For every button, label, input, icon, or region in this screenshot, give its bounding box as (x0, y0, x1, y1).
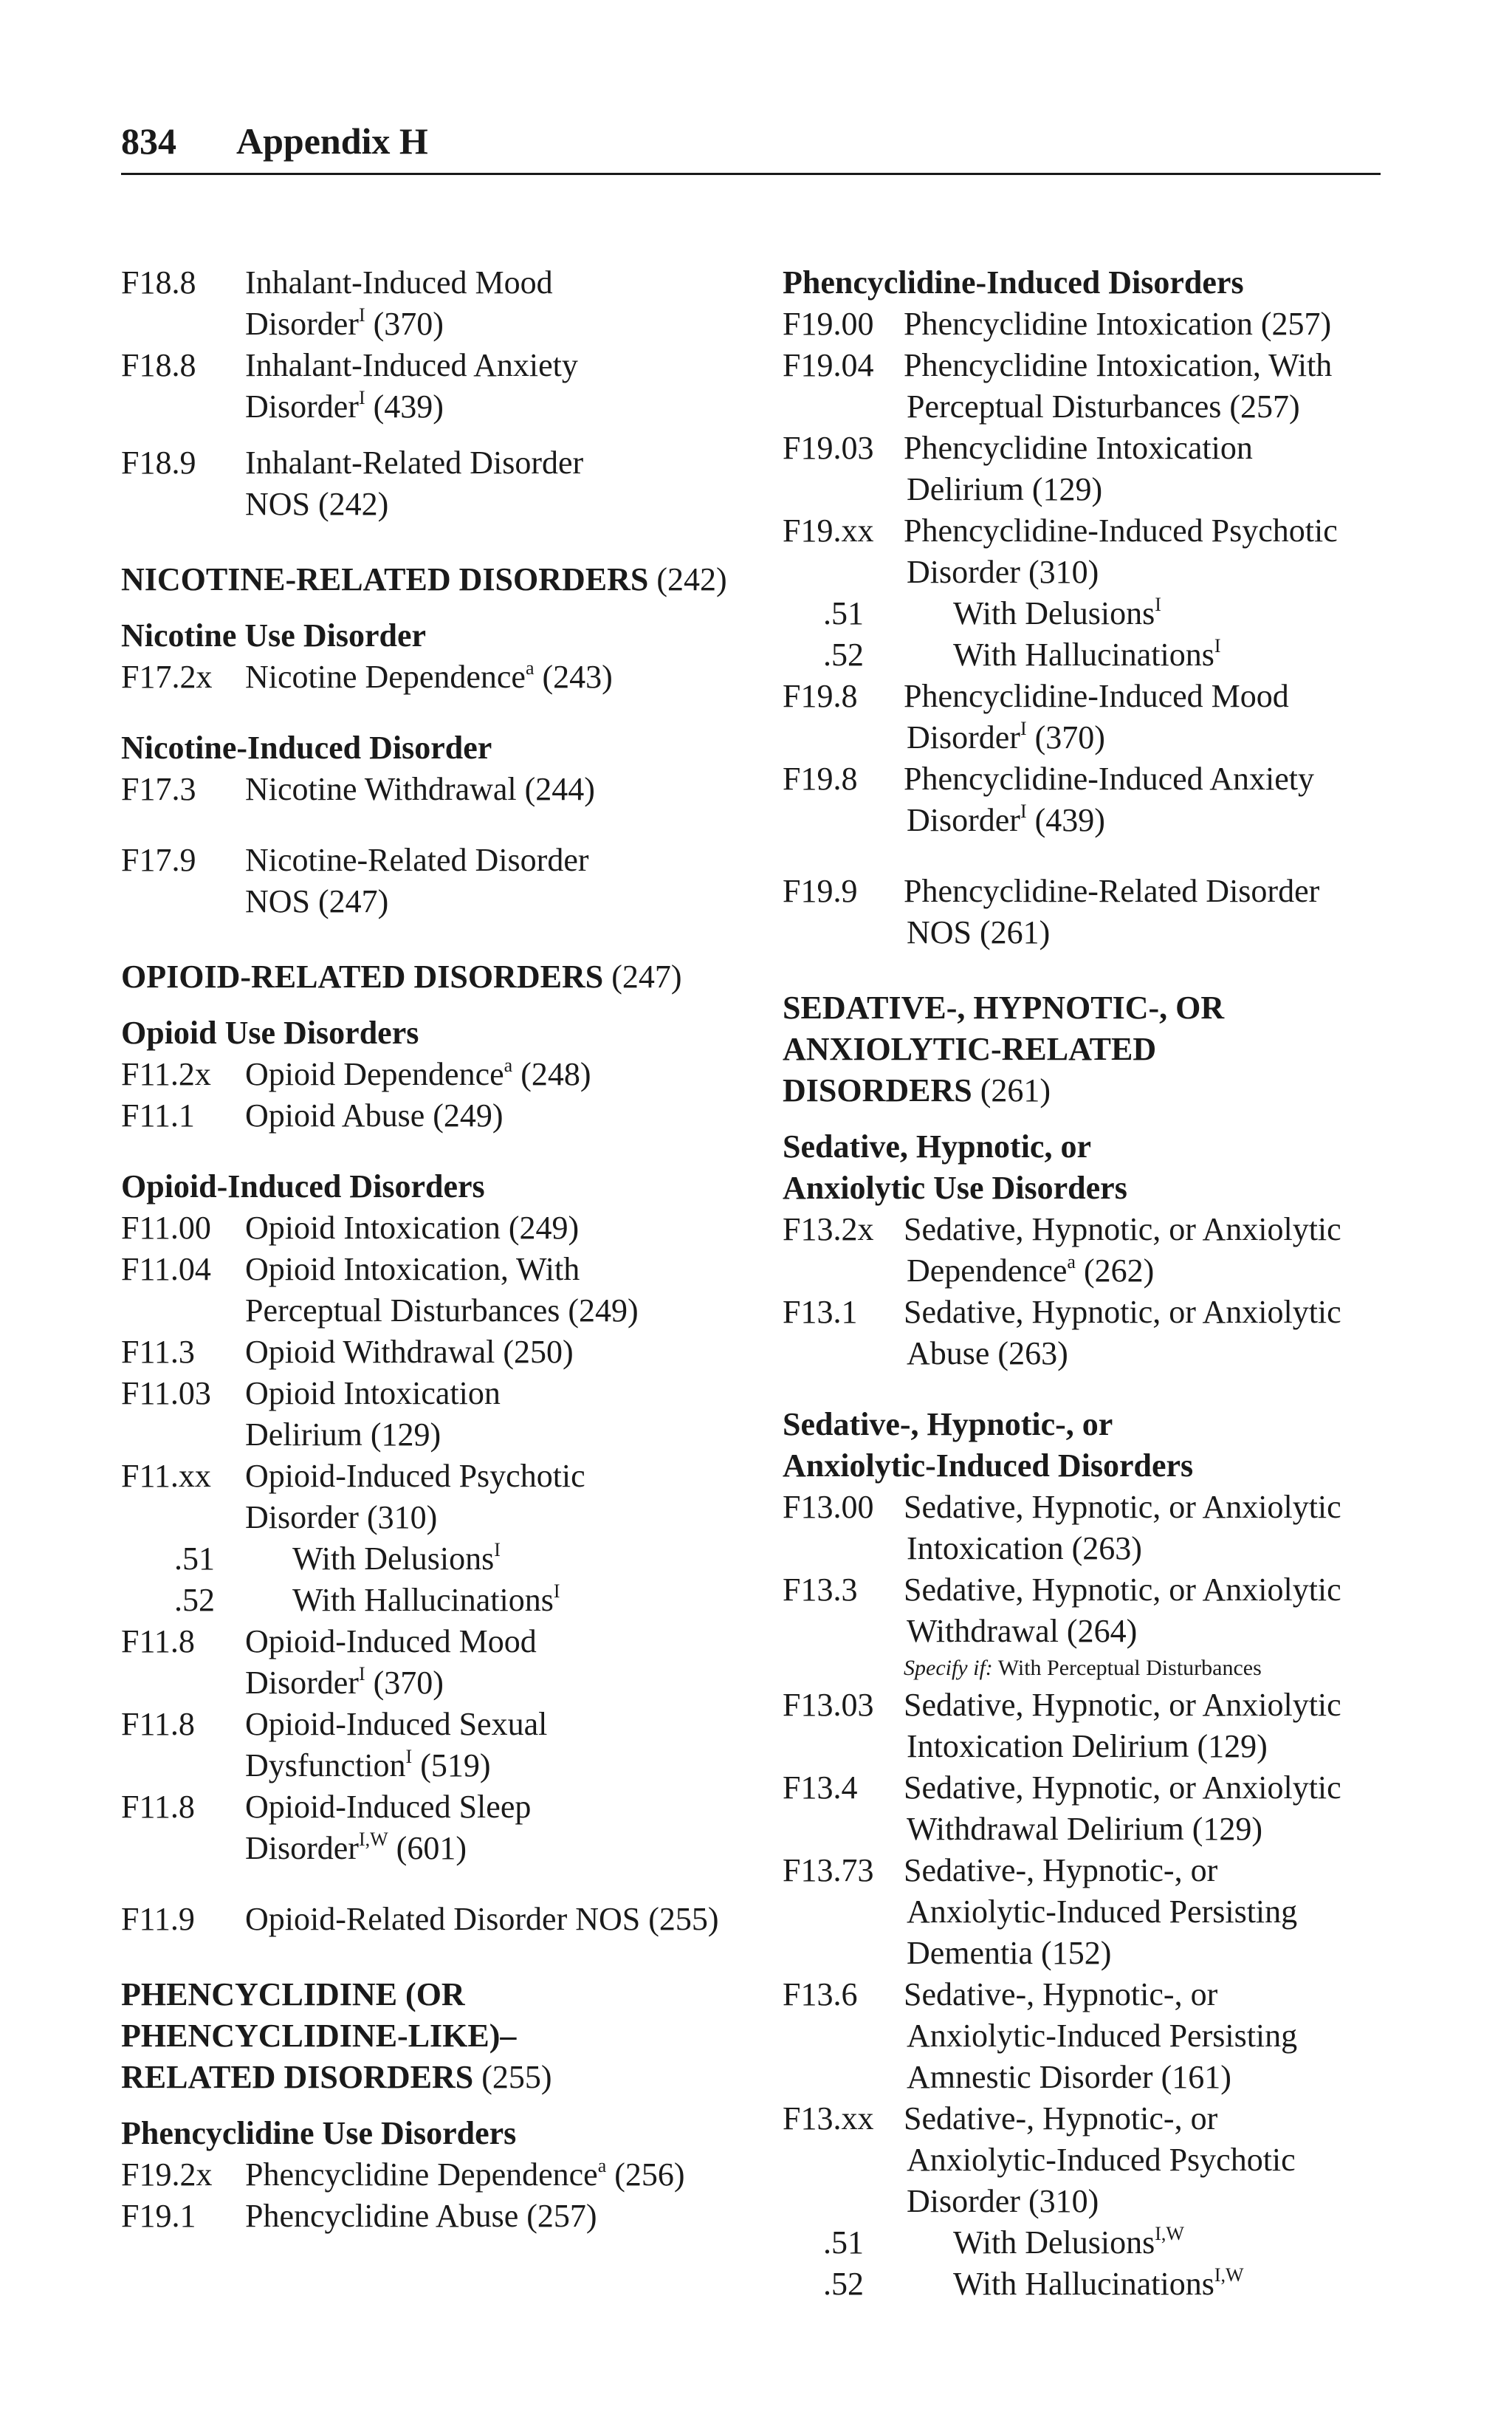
list-item: F19.1 Phencyclidine Abuse (257) (121, 2198, 597, 2234)
list-subitem: .51 With Delusions$^I$ (174, 1539, 501, 1577)
list-item: F19.04 Phencyclidine Intoxication, With (783, 347, 1333, 383)
list-item: F13.4 Sedative, Hypnotic, or Anxiolytic (783, 1769, 1341, 1806)
list-item-continuation: NOS (247) (245, 883, 389, 919)
list-item: F13.2x Sedative, Hypnotic, or Anxiolytic (783, 1211, 1341, 1247)
list-item: F18.8 Inhalant-Induced Mood (121, 264, 553, 301)
list-item: F19.03 Phencyclidine Intoxication (783, 430, 1253, 466)
list-subitem: .51 With Delusions$^{I,W}$ (823, 2223, 1184, 2261)
section-heading: Opioid Use Disorders (121, 1015, 419, 1051)
section-heading: Anxiolytic Use Disorders (783, 1170, 1127, 1206)
page-header (121, 111, 1381, 175)
list-item: F19.2x Phencyclidine Dependence$^a$ (256) (121, 2155, 685, 2193)
list-item-continuation: Disorder$^I$ (370) (245, 304, 444, 342)
section-heading: Phencyclidine-Induced Disorders (783, 264, 1244, 301)
list-item-continuation: Intoxication Delirium (129) (907, 1728, 1268, 1764)
list-item: F13.3 Sedative, Hypnotic, or Anxiolytic (783, 1572, 1341, 1608)
list-item: F13.73 Sedative-, Hypnotic-, or (783, 1852, 1218, 1888)
list-item: F13.6 Sedative-, Hypnotic-, or (783, 1976, 1218, 2012)
list-item: F13.1 Sedative, Hypnotic, or Anxiolytic (783, 1294, 1341, 1330)
major-heading: NICOTINE-RELATED DISORDERS (242) (121, 561, 727, 597)
list-item: F11.2x Opioid Dependence$^a$ (248) (121, 1055, 591, 1092)
list-item-continuation: NOS (242) (245, 486, 389, 522)
list-item-continuation: Abuse (263) (907, 1335, 1068, 1371)
list-item-continuation: Delirium (129) (245, 1416, 441, 1453)
list-item-continuation: Perceptual Disturbances (257) (907, 388, 1300, 425)
major-heading: ANXIOLYTIC-RELATED (783, 1031, 1157, 1067)
list-item-continuation: Anxiolytic-Induced Persisting (907, 2018, 1298, 2054)
major-heading: PHENCYCLIDINE-LIKE)– (121, 2018, 517, 2054)
list-item-continuation: Withdrawal Delirium (129) (907, 1811, 1263, 1847)
list-subitem: .51 With Delusions$^I$ (823, 594, 1161, 631)
list-item: F11.00 Opioid Intoxication (249) (121, 1210, 580, 1246)
list-item: F11.8 Opioid-Induced Mood (121, 1623, 537, 1659)
major-heading: PHENCYCLIDINE (OR (121, 1976, 465, 2012)
list-item-continuation: Amnestic Disorder (161) (907, 2059, 1231, 2095)
list-item: F11.3 Opioid Withdrawal (250) (121, 1334, 574, 1370)
page-number: 834 (121, 120, 176, 162)
list-item-continuation: Disorder (310) (245, 1499, 438, 1535)
list-item: F19.00 Phencyclidine Intoxication (257) (783, 306, 1332, 342)
section-heading: Sedative-, Hypnotic-, or (783, 1406, 1113, 1442)
section-heading: Sedative, Hypnotic, or (783, 1128, 1091, 1165)
list-item-continuation: NOS (261) (907, 914, 1051, 950)
list-item: F18.9 Inhalant-Related Disorder (121, 445, 584, 481)
section-heading: Phencyclidine Use Disorders (121, 2115, 517, 2151)
list-item-continuation: Delirium (129) (907, 471, 1103, 507)
list-item-continuation: Disorder$^I$ (370) (245, 1663, 444, 1701)
list-item: F11.9 Opioid-Related Disorder NOS (255) (121, 1901, 719, 1937)
list-item: F13.00 Sedative, Hypnotic, or Anxiolytic (783, 1489, 1341, 1525)
list-item: F17.2x Nicotine Dependence$^a$ (243) (121, 657, 613, 695)
major-heading: RELATED DISORDERS (255) (121, 2059, 552, 2095)
list-item: F11.8 Opioid-Induced Sexual (121, 1706, 548, 1742)
list-item-continuation: Dysfunction$^I$ (519) (245, 1746, 491, 1783)
list-item: F11.8 Opioid-Induced Sleep (121, 1789, 532, 1825)
list-item-continuation: Dementia (152) (907, 1935, 1112, 1971)
list-item-continuation: Anxiolytic-Induced Psychotic (907, 2142, 1296, 2178)
list-item: F11.1 Opioid Abuse (249) (121, 1097, 504, 1134)
list-item-continuation: Withdrawal (264) (907, 1613, 1138, 1649)
major-heading: SEDATIVE-, HYPNOTIC-, OR (783, 990, 1225, 1026)
list-item: F11.03 Opioid Intoxication (121, 1375, 501, 1411)
list-item-continuation: Dependence$^a$ (262) (907, 1251, 1155, 1289)
left-column (121, 262, 771, 2237)
list-item-continuation: Disorder$^{I,W}$ (601) (245, 1829, 467, 1866)
list-item: F11.04 Opioid Intoxication, With (121, 1251, 580, 1287)
section-heading: Nicotine-Induced Disorder (121, 730, 492, 766)
list-item-continuation: Intoxication (263) (907, 1530, 1142, 1566)
list-item-continuation: Anxiolytic-Induced Persisting (907, 1894, 1298, 1930)
section-heading: Opioid-Induced Disorders (121, 1168, 485, 1204)
running-title: Appendix H (236, 120, 428, 162)
list-item: F13.03 Sedative, Hypnotic, or Anxiolytic (783, 1687, 1341, 1723)
section-heading: Anxiolytic-Induced Disorders (783, 1447, 1194, 1484)
list-item: F17.3 Nicotine Withdrawal (244) (121, 771, 595, 807)
list-subitem: .52 With Hallucinations$^{I,W}$ (823, 2264, 1244, 2302)
list-item: F19.8 Phencyclidine-Induced Mood (783, 678, 1289, 714)
list-item: F17.9 Nicotine-Related Disorder (121, 842, 589, 878)
list-item: F19.8 Phencyclidine-Induced Anxiety (783, 761, 1314, 797)
major-heading: DISORDERS (261) (783, 1072, 1051, 1108)
list-item: F13.xx Sedative-, Hypnotic-, or (783, 2100, 1218, 2136)
list-item: F18.8 Inhalant-Induced Anxiety (121, 347, 578, 383)
list-subitem: .52 With Hallucinations$^I$ (823, 635, 1221, 673)
list-item-continuation: Disorder$^I$ (439) (245, 387, 444, 425)
list-item: F19.xx Phencyclidine-Induced Psychotic (783, 513, 1338, 549)
list-subitem: .52 With Hallucinations$^I$ (174, 1580, 560, 1618)
right-column (783, 262, 1388, 2305)
list-item-continuation: Disorder$^I$ (370) (907, 718, 1105, 755)
list-item-continuation: Disorder (310) (907, 2183, 1099, 2219)
list-item-continuation: Disorder$^I$ (439) (907, 801, 1105, 838)
list-item-continuation: Disorder (310) (907, 554, 1099, 590)
section-heading: Nicotine Use Disorder (121, 617, 427, 654)
list-item-continuation: Perceptual Disturbances (249) (245, 1292, 639, 1329)
list-item: F11.xx Opioid-Induced Psychotic (121, 1458, 585, 1494)
list-item: F19.9 Phencyclidine-Related Disorder (783, 873, 1320, 909)
specifier-note: Specify if: With Perceptual Disturbances (904, 1656, 1262, 1680)
major-heading: OPIOID-RELATED DISORDERS (247) (121, 959, 682, 995)
